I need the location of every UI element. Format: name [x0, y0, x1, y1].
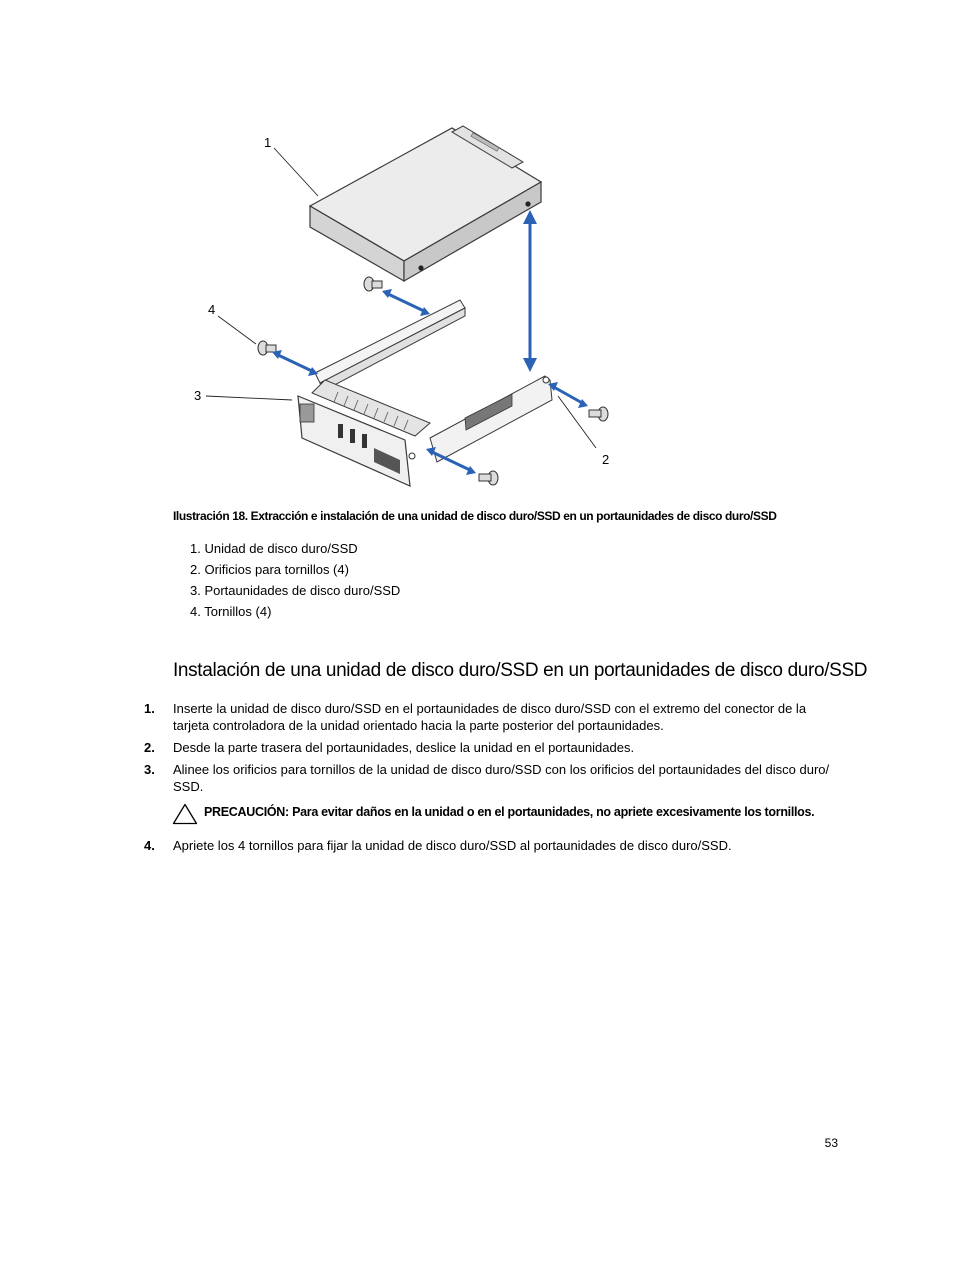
- caution-text: PRECAUCIÓN: Para evitar daños en la unidad o en el portaunidades, no apriete excesivamente los tornillos.: [204, 805, 815, 819]
- step-text: Desde la parte trasera del portaunidades, deslice la unidad en el portaunidades.: [173, 740, 635, 755]
- procedure-step: [144, 739, 844, 756]
- step-number: 4.: [144, 838, 155, 853]
- callout-1: 1: [264, 135, 272, 150]
- step-text: Alinee los orificios para tornillos de la unidad de disco duro/SSD con los orificios del portaunidades del disco duro/ SSD.: [173, 762, 830, 794]
- figure-illustration: [160, 118, 660, 498]
- procedure-step: [144, 761, 844, 795]
- procedure-steps: [144, 700, 844, 859]
- section-title: Instalación de una unidad de disco duro/SSD en un portaunidades de disco duro/SSD: [173, 660, 868, 681]
- page-number: 53: [824, 1136, 838, 1150]
- legend-item: 2. Orificios para tornillos (4): [190, 562, 349, 577]
- figure-legend: [190, 541, 400, 625]
- step-number: 3.: [144, 762, 155, 777]
- warning-triangle-icon: [172, 803, 198, 829]
- procedure-step: [144, 700, 844, 734]
- step-number: 1.: [144, 701, 155, 716]
- legend-item: 1. Unidad de disco duro/SSD: [190, 541, 358, 556]
- callout-4: 4: [208, 302, 216, 317]
- hard-drive-illustration: [310, 126, 541, 281]
- step-text: Apriete los 4 tornillos para fijar la unidad de disco duro/SSD al portaunidades de disco duro/SSD.: [173, 838, 732, 853]
- step-number: 2.: [144, 740, 155, 755]
- figure-caption: Ilustración 18. Extracción e instalación de una unidad de disco duro/SSD en un portaunidades de disco duro/SSD: [173, 509, 777, 523]
- drive-carrier-illustration: [298, 300, 552, 486]
- procedure-step: [144, 837, 844, 854]
- step-text: Inserte la unidad de disco duro/SSD en el portaunidades de disco duro/SSD con el extremo del conector de la tarjeta controladora de la unidad orientado hacia la parte posterior del portaunidades.: [173, 701, 807, 733]
- legend-item: 3. Portaunidades de disco duro/SSD: [190, 583, 401, 598]
- hard-drive-carrier-figure: [160, 118, 660, 498]
- legend-item: 4. Tornillos (4): [190, 604, 272, 619]
- caution-notice: [144, 803, 844, 827]
- callout-2: 2: [602, 452, 610, 467]
- callout-3: 3: [194, 388, 202, 403]
